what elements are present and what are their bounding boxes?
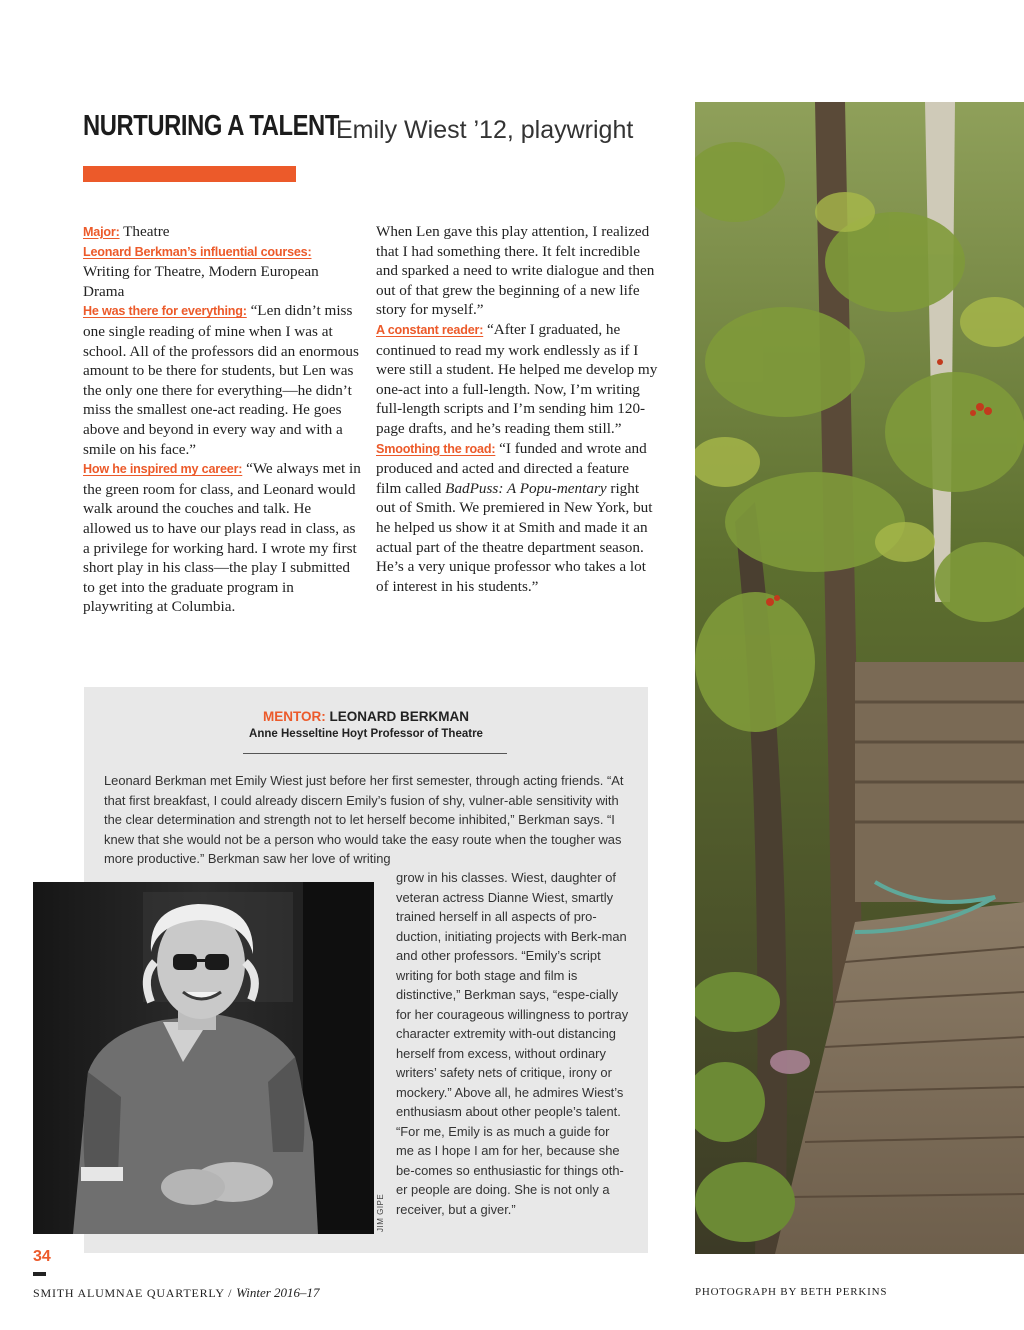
career-label: How he inspired my career: [83,462,243,477]
road-paragraph [376,439,658,597]
everything-label: He was there for everything: [83,304,247,319]
accent-bar [83,166,296,182]
page-number-marker [33,1272,46,1276]
mentor-title [84,709,648,724]
garden-walkway-photo [695,102,1024,1254]
road-text-after: right out of Smith. We premiered in New York, but he helped us show it at Smith and made it an actual part of the theatre department season. He’s a very unique professor who takes a lot of interest in his students.” [376,479,653,595]
reader-label: A constant reader: [376,322,484,337]
film-title: BadPuss: A Popu-mentary [445,479,607,497]
major-paragraph [83,222,363,243]
issue-date: Winter 2016–17 [236,1285,320,1300]
mentor-name: LEONARD BERKMAN [325,709,469,724]
courses-paragraph [83,243,363,302]
road-text-before: “I funded and wrote and produced and acted and directed a feature film called [376,439,647,497]
major-label: Major: [83,225,120,239]
everything-paragraph [83,301,363,459]
photograph-credit: PHOTOGRAPH BY BETH PERKINS [695,1286,888,1298]
everything-text: “Len didn’t miss one single reading of mine when I was at school. All of the professors did an enormous amount to be there for students, but Len was the only one there for everything—he didn’t miss the smallest one-act reading. He goes above and beyond in every way and with a smile on his face.” [83,302,359,458]
career-text: “We always met in the green room for class, and Leonard would walk around the couches and talk. He allowed us to have our plays read in class, as a privilege for working hard. I wrote my first short play in his class—the play I submitted to get into the graduate program in playwriting at Columbia. [83,460,361,616]
career-paragraph [83,459,363,617]
portrait-photo-credit: JIM GIPE [376,1193,385,1232]
article-column-1 [83,222,363,617]
courses-label: Leonard Berkman’s influential courses: [83,244,312,259]
garden-illustration [695,102,1024,1254]
page-number: 34 [33,1248,51,1265]
road-label: Smoothing the road: [376,441,496,456]
portrait-illustration [33,882,374,1234]
mentor-divider [243,753,507,754]
publication-name: SMITH ALUMNAE QUARTERLY / [33,1286,237,1300]
mentor-text-side: grow in his classes. Wiest, daughter of veteran actress Dianne Wiest, smartly trained herself in all aspects of pro-duction, initiating projects with Berk-man and other professors. “Emily’s script writing for both stage and film is distinctive,” Berkman says, “espe-cially for her courageous willingness to portray character extremity with-out distancing herself from excess, without ordinary writers’ safety nets of critique, irony or mockery.” Above all, he admires Wiest’s enthusiasm about other people’s talent. “For me, Emily is as much a guide for me as I hope I am for her, because she be-comes so enthusiastic for things oth-er people are doing. She is not only a receiver, but a giver.” [396,870,629,1217]
mentor-text-top: Leonard Berkman met Emily Wiest just before her first semester, through acting friends. “At that first breakfast, I could already discern Emily’s fusion of shy, vulner-able sensitivity with the clear determination and strength not to let herself become inhibited,” Berkman says. “I knew that she would not be a person who would take the easy route when the tougher was more productive.” Berkman saw her love of writing [104,773,624,866]
publication-footer [33,1285,320,1301]
reader-text: “After I graduated, he continued to read my work endlessly as if I were still a student. He helped me develop my one-act into a full-length. Now, I’m writing full-length scripts and I’m sending him 120-page drafts, and he’s reading them still.” [376,320,658,437]
mentor-portrait-photo [33,882,374,1234]
mentor-label: MENTOR: [263,709,326,724]
courses-value: Writing for Theatre, Modern European Drama [83,263,319,300]
page-title: NURTURING A TALENT [83,110,339,142]
mentor-position: Anne Hesseltine Hoyt Professor of Theatre [249,728,483,740]
article-column-2 [376,222,658,596]
continued-paragraph: When Len gave this play attention, I realized that I had something there. It felt incredible and sparked a need to write dialogue and then out of that grew the beginning of a new life story for myself.” [376,223,655,319]
major-value: Theatre [119,223,170,240]
page-subtitle: Emily Wiest ’12, playwright [336,116,634,144]
reader-paragraph [376,320,658,439]
